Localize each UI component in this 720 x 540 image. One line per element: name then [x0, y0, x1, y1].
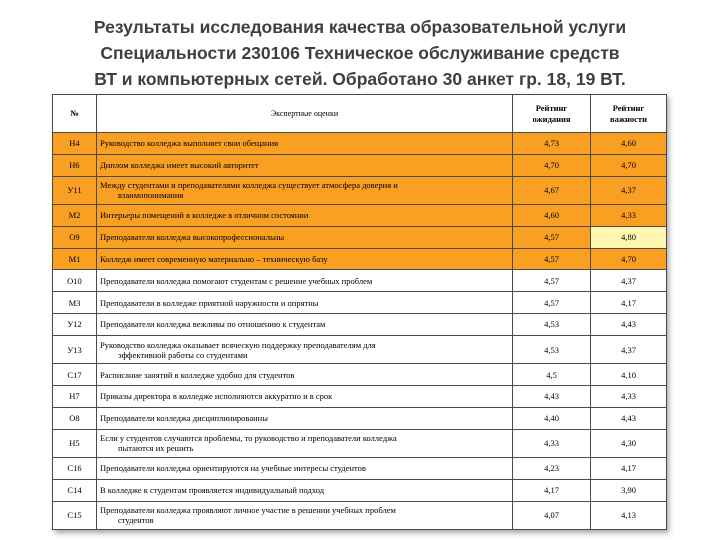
criterion-line-1: Между студентами и преподавателями колледжа существует атмосфера доверия и: [100, 180, 398, 191]
row-expect-rating: 4,57: [513, 226, 591, 248]
criterion-line-1: Преподаватели колледжа высокопрофессиональны: [100, 232, 285, 243]
row-importance-rating: 4,17: [591, 292, 667, 314]
table-row: [53, 154, 667, 176]
criterion-line-1: Преподаватели колледжа вежливы по отношению к студентам: [100, 319, 326, 330]
row-expect-rating: 4,43: [513, 386, 591, 408]
header-num: №: [53, 95, 97, 133]
row-importance-rating: 3,90: [591, 479, 667, 501]
criterion-line-1: Если у студентов случаются проблемы, то руководство и преподаватели колледжа: [100, 433, 397, 444]
row-importance-rating: 4,37: [591, 176, 667, 204]
row-importance-rating: 4,80: [591, 226, 667, 248]
row-expect-rating: 4,57: [513, 270, 591, 292]
row-code: Н5: [53, 429, 97, 457]
table-row: [53, 501, 667, 529]
criterion-line-1: Интерьеры помещений в колледже в отличном состоянии: [100, 210, 309, 221]
row-importance-rating: 4,43: [591, 407, 667, 429]
criterion-text: [100, 319, 509, 329]
slide-title: [20, 14, 700, 92]
row-criterion: [97, 386, 513, 408]
row-expect-rating: 4,53: [513, 335, 591, 363]
row-expect-rating: 4,57: [513, 292, 591, 314]
row-importance-rating: 4,37: [591, 270, 667, 292]
table-row: [53, 314, 667, 336]
row-expect-rating: 4,67: [513, 176, 591, 204]
row-criterion: [97, 457, 513, 479]
row-importance-rating: 4,70: [591, 154, 667, 176]
criterion-text: [100, 505, 509, 525]
table-row: [53, 292, 667, 314]
row-code: Н7: [53, 386, 97, 408]
results-table: [52, 94, 667, 530]
criterion-text: [100, 298, 509, 308]
row-expect-rating: 4,73: [513, 133, 591, 155]
criterion-line-1: Руководство колледжа оказывает всяческую поддержку преподавателям для: [100, 339, 376, 350]
row-criterion: [97, 407, 513, 429]
row-criterion: [97, 133, 513, 155]
header-name: Экспертные оценки: [97, 95, 513, 133]
row-expect-rating: 4,17: [513, 479, 591, 501]
row-criterion: [97, 292, 513, 314]
criterion-line-1: Преподаватели в колледже приятной наружности и опрятны: [100, 297, 319, 308]
row-criterion: [97, 270, 513, 292]
criterion-line-1: Диплом колледжа имеет высокий авторитет: [100, 160, 259, 171]
criterion-line-1: Преподаватели колледжа помогают студентам с решение учебных проблем: [100, 275, 373, 286]
table-row: [53, 364, 667, 386]
row-criterion: [97, 248, 513, 270]
row-importance-rating: 4,43: [591, 314, 667, 336]
row-importance-rating: 4,17: [591, 457, 667, 479]
title-line-1: Результаты исследования качества образовательной услуги: [93, 17, 627, 37]
criterion-line-1: Руководство колледжа выполняет свои обещания: [100, 138, 279, 149]
criterion-text: [100, 485, 509, 495]
table-row: [53, 457, 667, 479]
results-table-container: [52, 94, 666, 530]
row-criterion: [97, 204, 513, 226]
row-criterion: [97, 479, 513, 501]
criterion-text: [100, 276, 509, 286]
table-row: [53, 335, 667, 363]
row-criterion: [97, 429, 513, 457]
row-criterion: [97, 176, 513, 204]
title-line-3: ВТ и компьютерных сетей. Обработано 30 анкет гр. 18, 19 ВТ.: [94, 69, 626, 89]
row-code: С16: [53, 457, 97, 479]
row-importance-rating: 4,13: [591, 501, 667, 529]
table-row: [53, 204, 667, 226]
row-importance-rating: 4,10: [591, 364, 667, 386]
table-row: [53, 270, 667, 292]
row-expect-rating: 4,53: [513, 314, 591, 336]
criterion-line-1: Колледж имеет современную материально – техническую базу: [100, 254, 328, 264]
criterion-line-1: Преподаватели колледжа проявляют личное участие в решении учебных проблем: [100, 505, 396, 516]
criterion-line-2: студентов: [118, 515, 154, 526]
row-importance-rating: 4,30: [591, 429, 667, 457]
criterion-text: [100, 413, 509, 423]
row-expect-rating: 4,23: [513, 457, 591, 479]
row-criterion: [97, 154, 513, 176]
criterion-text: [100, 180, 509, 200]
row-code: С17: [53, 364, 97, 386]
row-importance-rating: 4,33: [591, 386, 667, 408]
table-row: [53, 386, 667, 408]
row-code: О10: [53, 270, 97, 292]
row-criterion: [97, 335, 513, 363]
row-criterion: [97, 364, 513, 386]
row-code: О8: [53, 407, 97, 429]
table-row: [53, 133, 667, 155]
criterion-text: [100, 138, 509, 148]
criterion-text: [100, 370, 509, 380]
row-expect-rating: 4,40: [513, 407, 591, 429]
row-importance-rating: 4,33: [591, 204, 667, 226]
row-importance-rating: 4,70: [591, 248, 667, 270]
criterion-line-2: взаимопонимания: [118, 190, 184, 201]
row-code: У13: [53, 335, 97, 363]
criterion-line-1: Преподаватели колледжа ориентируются на учебные интересы студентов: [100, 463, 366, 474]
row-expect-rating: 4,70: [513, 154, 591, 176]
row-expect-rating: 4,33: [513, 429, 591, 457]
criterion-line-1: Преподаватели колледжа дисциплинированны: [100, 413, 268, 424]
criterion-text: [100, 463, 509, 473]
table-row: [53, 176, 667, 204]
row-code: У11: [53, 176, 97, 204]
row-code: О9: [53, 226, 97, 248]
criterion-text: [100, 232, 509, 242]
row-code: С14: [53, 479, 97, 501]
criterion-line-2: пытаются их решить: [118, 443, 194, 454]
row-importance-rating: 4,37: [591, 335, 667, 363]
row-expect-rating: 4,5: [513, 364, 591, 386]
criterion-line-1: Расписание занятий в колледже удобно для студентов: [100, 369, 295, 380]
row-criterion: [97, 501, 513, 529]
criterion-line-2: эффективной работы со студентами: [118, 349, 248, 360]
criterion-text: [100, 433, 509, 453]
criterion-text: [100, 210, 509, 220]
table-header-row: [53, 95, 667, 133]
row-code: М3: [53, 292, 97, 314]
row-expect-rating: 4,60: [513, 204, 591, 226]
table-row: [53, 429, 667, 457]
row-code: Н6: [53, 154, 97, 176]
row-code: Н4: [53, 133, 97, 155]
row-code: М1: [53, 248, 97, 270]
criterion-line-1: Приказы директора в колледже исполняются аккуратно и в срок: [100, 391, 333, 402]
header-expect: Рейтинг ожидания: [513, 95, 591, 133]
table-row: [53, 226, 667, 248]
criterion-text: [100, 391, 509, 401]
header-importance: Рейтинг важности: [591, 95, 667, 133]
row-code: У12: [53, 314, 97, 336]
row-expect-rating: 4,57: [513, 248, 591, 270]
criterion-text: [100, 340, 509, 360]
criterion-line-1: В колледже к студентам проявляется индивидуальный подход: [100, 485, 325, 496]
row-code: М2: [53, 204, 97, 226]
table-row: [53, 407, 667, 429]
table-row: [53, 248, 667, 270]
row-criterion: [97, 226, 513, 248]
row-expect-rating: 4,07: [513, 501, 591, 529]
row-code: С15: [53, 501, 97, 529]
criterion-text: [100, 254, 509, 264]
table-row: [53, 479, 667, 501]
row-importance-rating: 4,60: [591, 133, 667, 155]
criterion-text: [100, 160, 509, 170]
title-line-2: Специальности 230106 Техническое обслуживание средств: [100, 43, 620, 63]
row-criterion: [97, 314, 513, 336]
